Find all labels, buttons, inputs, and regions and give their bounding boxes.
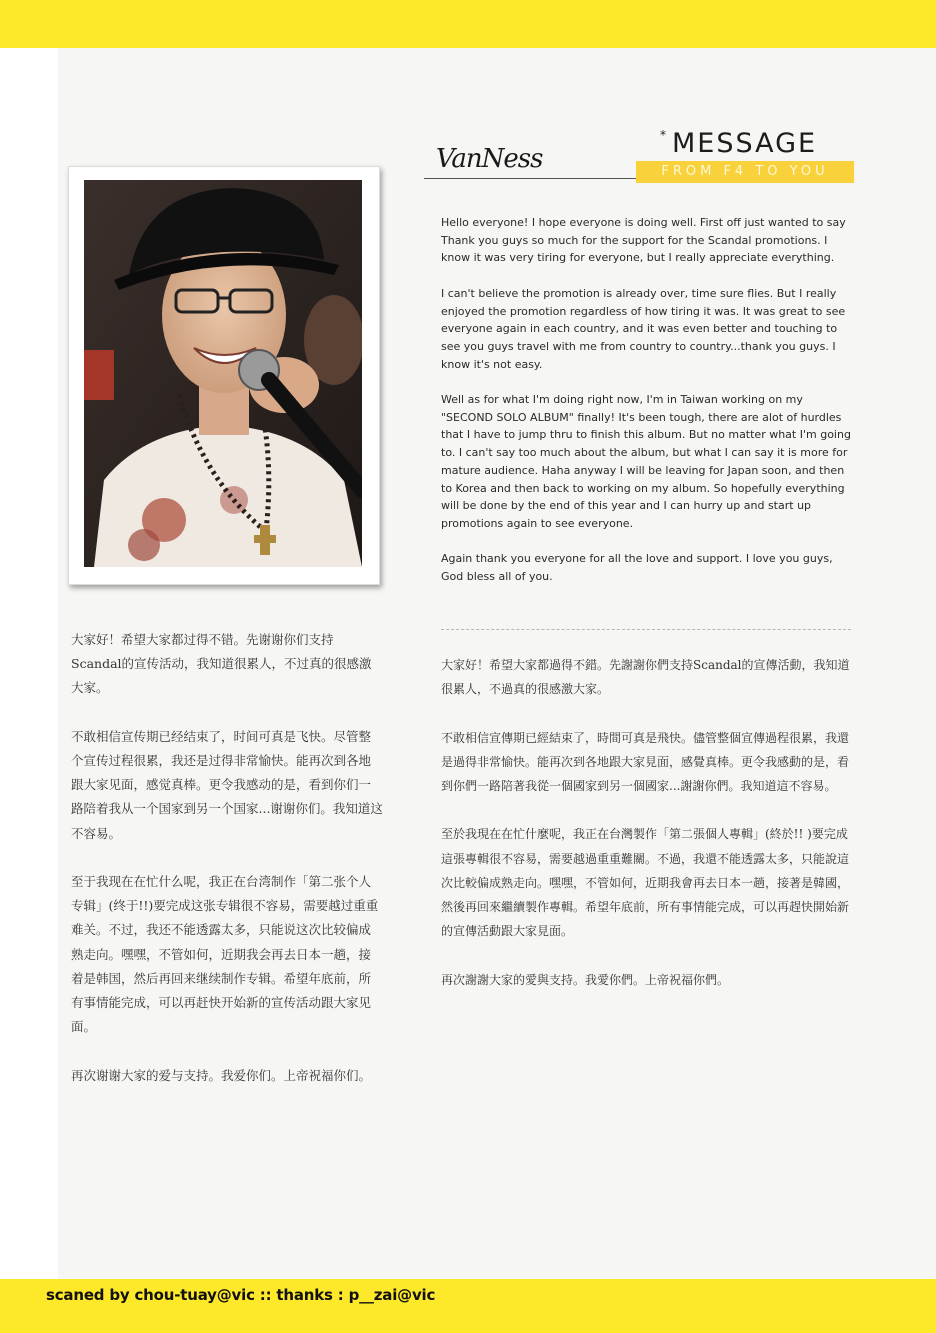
portrait-photo (84, 180, 362, 567)
simplified-chinese-paragraph: 大家好！希望大家都过得不错。先谢谢你们支持Scandal的宣传活动，我知道很累人，不过真的很感激大家。 (71, 632, 372, 696)
english-paragraph: Well as for what I'm doing right now, I'm in Taiwan working on my "SECOND SOLO ALBUM" finally! It's been tough, there are alot of hurdles that I have to jump thru to finish this album. But no matter what I'm going to. I can't say too much about the album, but what I can say it is more for mature audience. Haha anyway I will be leaving for Japan soon, and then to Korea and then back to working on my album. So hopefully everything will be done by the end of this year and I can hurry up and start up promotions again to see everyone. (441, 393, 851, 530)
simplified-chinese-paragraph: 至于我现在在忙什么呢，我正在台湾制作「第二张个人专辑」(终于!!)要完成这张专辑很不容易，需要越过重重难关。不过，我还不能透露太多，只能说这次比较偏成熟走向。嘿嘿，不管如何，近期我会再去日本一趟，接着是韩国，然后再回来继续制作专辑。希望年底前，所有事情能完成，可以再赶快开始新的宣传活动跟大家见面。 (71, 874, 379, 1035)
page-margin (0, 48, 58, 1279)
message-subtitle-banner: FROM F4 TO YOU (636, 161, 854, 183)
traditional-chinese-paragraph: 不敢相信宣傳期已經結束了，時間可真是飛快。儘管整個宣傳過程很累，我還是過得非常愉快。能再次到各地跟大家見面，感覺真棒。更令我感動的是，看到你們一路陪著我從一個國家到另一個國家...謝謝你們。我知道這不容易。 (441, 730, 850, 793)
english-paragraph: I can't believe the promotion is already over, time sure flies. But I really enjoyed the promotion regardless of how tiring it was. It was great to see everyone again in each country, and it was even better and touching to see you guys travel with me from country to country...thank you guys. I know it's not easy. (441, 286, 846, 371)
top-yellow-bar (0, 0, 936, 48)
simplified-chinese-paragraph: 不敢相信宣传期已经结束了，时间可真是飞快。尽管整个宣传过程很累，我还是过得非常愉快。能再次到各地跟大家见面，感觉真棒。更令我感动的是，看到你们一路陪着我从一个国家到另一个国家...谢谢你们。我知道这不容易。 (71, 728, 383, 841)
scan-credits: scaned by chou-tuay@vic :: thanks : p__zai@vic (46, 1286, 436, 1304)
traditional-chinese-paragraph: 大家好！希望大家都過得不錯。先謝謝你們支持Scandal的宣傳活動，我知道很累人，不過真的很感激大家。 (441, 658, 850, 697)
simplified-chinese-message (71, 628, 383, 1112)
english-message (441, 214, 853, 603)
message-title: MESSAGE (672, 128, 818, 159)
signature-vanness: VanNess (436, 144, 543, 174)
dashed-divider (441, 629, 851, 630)
star-icon: * (660, 128, 666, 142)
english-paragraph: Hello everyone! I hope everyone is doing well. First off just wanted to say Thank you guys so much for the support for the Scandal promotions. I know it was very tiring for everyone, but I really appreciate everything. (441, 216, 846, 265)
traditional-chinese-paragraph: 再次謝謝大家的愛與支持。我愛你們。上帝祝福你們。 (441, 972, 730, 987)
signature-underline (424, 178, 638, 179)
simplified-chinese-paragraph: 再次谢谢大家的爱与支持。我爱你们。上帝祝福你们。 (71, 1067, 372, 1083)
traditional-chinese-paragraph: 至於我現在在忙什麼呢，我正在台灣製作「第二張個人專輯」(終於!! )要完成這張專輯很不容易，需要越過重重難關。不過，我還不能透露太多，只能說這次比較偏成熟走向。嘿嘿，不管如何，近期我會再去日本一趟，接著是韓國，然後再回來繼續製作專輯。希望年底前，所有事情能完成，可以再趕快開始新的宣傳活動跟大家見面。 (441, 827, 850, 939)
traditional-chinese-message (441, 653, 853, 1016)
english-paragraph: Again thank you everyone for all the love and support. I love you guys, God bless all of you. (441, 552, 833, 584)
